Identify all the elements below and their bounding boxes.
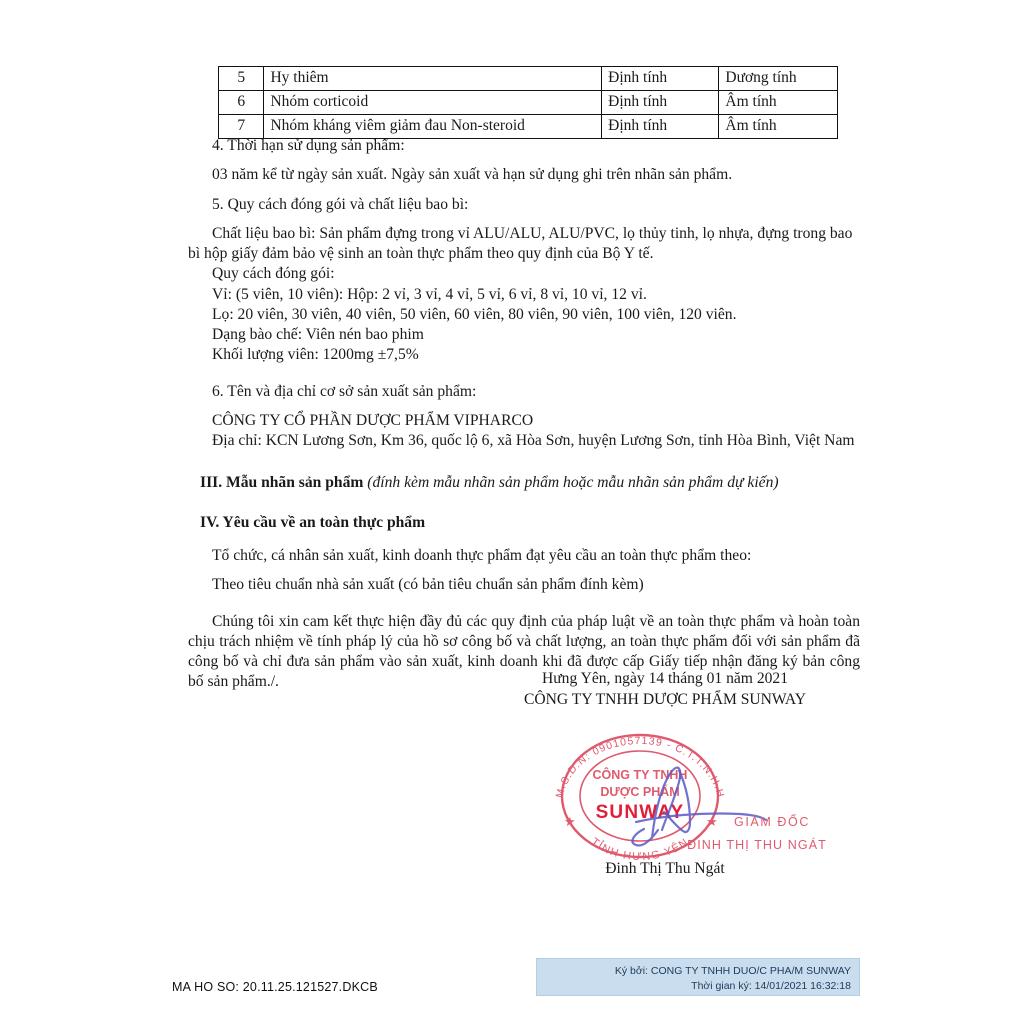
stamp-outer-ring [562,735,718,857]
cell-result: Âm tính [719,91,838,115]
section-5-material: Chất liệu bao bì: Sản phẩm đựng trong vỉ ALU/ALU, ALU/PVC, lọ thủy tinh, lọ nhựa, đựng trong bao bì hộp giấy đảm bảo vệ sinh an toàn thực phẩm theo quy định của Bộ Y tế. [188,224,853,263]
section-III-heading [200,473,860,493]
cell-method: Định tính [602,91,719,115]
table-body [219,67,838,139]
file-reference-code: MA HO SO: 20.11.25.121527.DKCB [172,980,378,994]
spacer [188,460,860,473]
cell-name: Hy thiêm [264,67,602,91]
cell-index: 7 [219,115,264,139]
table-row [219,115,838,139]
handwritten-signature [632,768,766,846]
stamp-director-title: GIÁM ĐỐC [734,815,810,829]
section-6-heading: 6. Tên và địa chỉ cơ sở sản xuất sản phẩm: [212,382,477,400]
signature-block [470,668,860,710]
section-IV-line-1: Tổ chức, cá nhân sản xuất, kinh doanh thực phẩm đạt yêu cầu an toàn thực phẩm theo: [212,546,752,564]
signature-place-date: Hưng Yên, ngày 14 tháng 01 năm 2021 [541,670,789,687]
section-5-packing-blister: Vỉ: (5 viên, 10 viên): Hộp: 2 vỉ, 3 vỉ, 4 vỉ, 5 vỉ, 6 vỉ, 8 vỉ, 10 vỉ, 12 vỉ. [212,285,647,303]
manufacturer-address: Địa chỉ: KCN Lương Sơn, Km 36, quốc lộ 6, xã Hòa Sơn, huyện Lương Sơn, tỉnh Hòa Bình, Việt Nam [212,432,855,450]
spacer [188,375,860,382]
section-IV-line-2: Theo tiêu chuẩn nhà sản xuất (có bản tiêu chuẩn sản phẩm đính kèm) [212,576,644,594]
section-4-heading: 4. Thời hạn sử dụng sản phẩm: [212,137,405,154]
stamp-province-text: TỈNH HƯNG YÊN [588,835,692,864]
stamp-registration-number: M.S.D.N: 0901057139 - C.T.T.N.H.H [553,734,727,800]
digital-signature-box [536,958,860,996]
spacer [188,533,860,546]
stamp-star-left-icon: ★ [564,815,576,830]
manufacturer-company: CÔNG TY CỔ PHẦN DƯỢC PHẨM VIPHARCO [212,411,534,429]
printed-signer-name: Đinh Thị Thu Ngát [605,860,725,877]
cell-name: Nhóm kháng viêm giảm đau Non-steroid [264,115,602,139]
section-IV-heading [200,513,860,533]
digital-signature-signed-by: Ký bởi: CONG TY TNHH DUO/C PHA/M SUNWAY [614,965,851,977]
section-5-heading: 5. Quy cách đóng gói và chất liệu bao bì: [212,195,469,213]
stamp-director-name: ĐINH THỊ THU NGÁT [687,838,827,852]
cell-index: 5 [219,67,264,91]
stamp-inner-ring [580,751,700,841]
section-5-dosage-form: Dạng bào chế: Viên nén bao phim [212,326,424,344]
cell-result: Dương tính [719,67,838,91]
company-seal-stamp [540,726,840,871]
commitment-paragraph: Chúng tôi xin cam kết thực hiện đầy đủ các quy định của pháp luật về an toàn thực phẩm và hoàn toàn chịu trách nhiệm về tính pháp lý của hồ sơ công bố và chất lượng, an toàn thực phẩm đối với sản phẩm đã công bố và chỉ đưa sản phẩm vào sản xuất, kinh doanh khi đã được cấp Giấy tiếp nhận đăng ký bản công bố sản phẩm./. [188,612,860,691]
test-results-table [218,66,838,139]
section-5-packing-bottle: Lọ: 20 viên, 30 viên, 40 viên, 50 viên, 60 viên, 80 viên, 90 viên, 100 viên, 120 viên. [212,305,737,323]
cell-name: Nhóm corticoid [264,91,602,115]
cell-index: 6 [219,91,264,115]
table-row [219,67,838,91]
stamp-center-line-1: CÔNG TY TNHH [592,768,688,782]
document-body [188,136,860,702]
signature-company: CÔNG TY TNHH DƯỢC PHẨM SUNWAY [524,691,806,709]
stamp-center-line-3: SUNWAY [595,802,685,823]
table-row [219,91,838,115]
section-5-tablet-weight: Khối lượng viên: 1200mg ±7,5% [212,346,419,364]
section-III-label: III. Mẫu nhãn sản phẩm [200,474,364,492]
digital-signature-timestamp: Thời gian ký: 14/01/2021 16:32:18 [691,980,851,993]
stamp-center-line-2: DƯỢC PHẨM [600,785,680,799]
stamp-star-right-icon: ★ [706,815,718,830]
spacer [188,605,860,612]
section-III-note: (đính kèm mẫu nhãn sản phẩm hoặc mẫu nhãn sản phẩm dự kiến) [367,474,779,492]
cell-result: Âm tính [719,115,838,139]
spacer [188,494,860,513]
cell-method: Định tính [602,67,719,91]
section-IV-label: IV. Yêu cầu về an toàn thực phẩm [200,513,426,531]
cell-method: Định tính [602,115,719,139]
section-5-packing-label: Quy cách đóng gói: [212,265,335,283]
section-4-body: 03 năm kể từ ngày sản xuất. Ngày sản xuất và hạn sử dụng ghi trên nhãn sản phẩm. [212,166,733,184]
